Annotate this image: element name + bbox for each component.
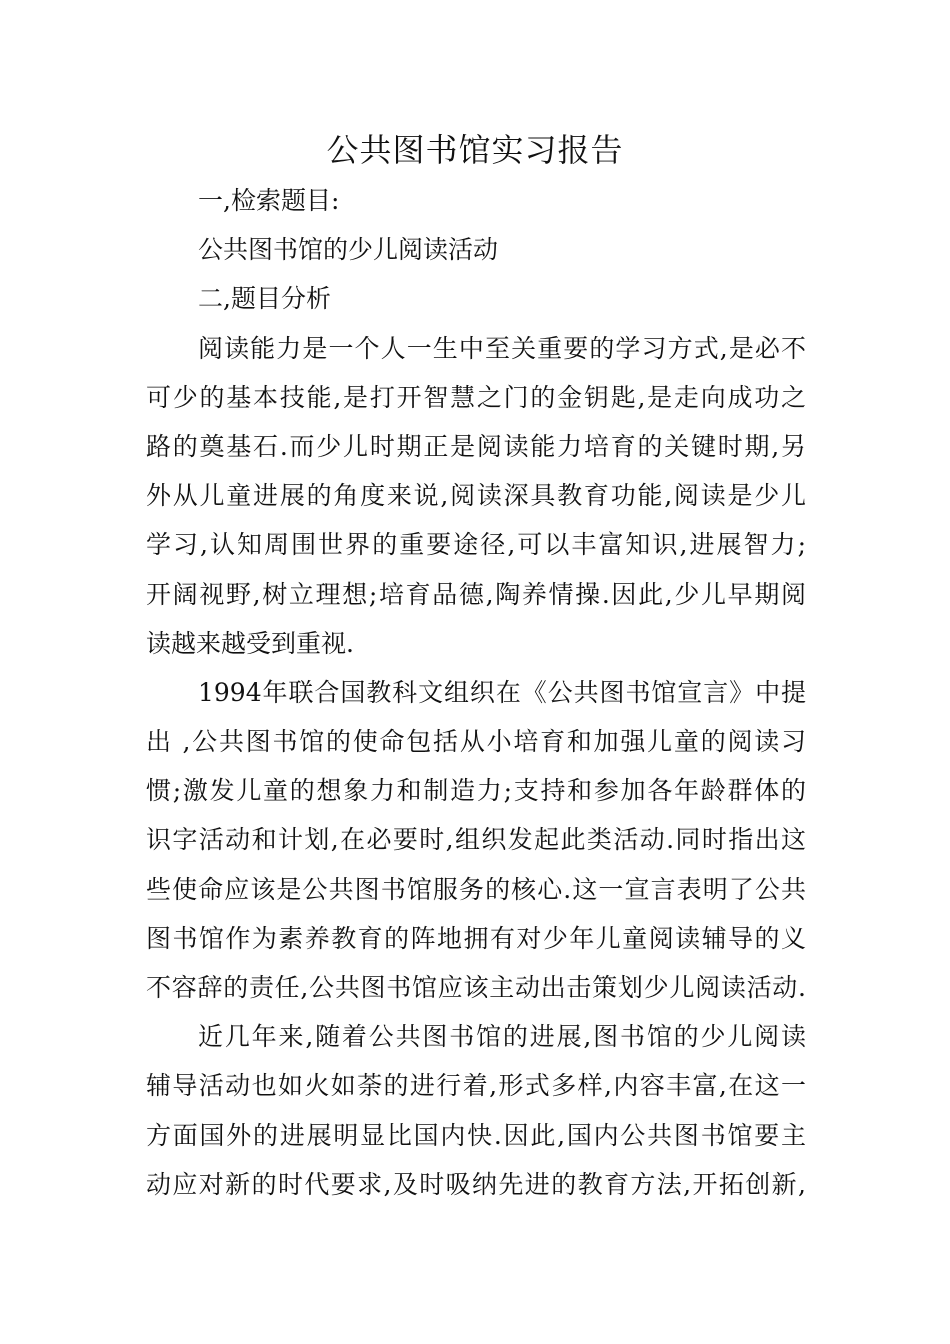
text-line: 动应对新的时代要求,及时吸纳先进的教育方法,开拓创新, — [146, 1169, 806, 1199]
document-title: 公共图书馆实习报告 — [326, 131, 624, 169]
text-line: 公共图书馆的少儿阅读活动 — [198, 235, 499, 265]
text-line: 开阔视野,树立理想;培育品德,陶养情操.因此,少儿早期阅 — [146, 579, 806, 609]
text-line: 二,题目分析 — [198, 284, 331, 314]
text-line: 近几年来,随着公共图书馆的进展,图书馆的少儿阅读 — [198, 1022, 806, 1052]
text-line: 阅读能力是一个人一生中至关重要的学习方式,是必不 — [198, 333, 806, 363]
text-line: 识字活动和计划,在必要时,组织发起此类活动.同时指出这 — [146, 825, 806, 855]
text-line: 方面国外的进展明显比国内快.因此,国内公共图书馆要主 — [146, 1120, 806, 1150]
text-line: 可少的基本技能,是打开智慧之门的金钥匙,是走向成功之 — [146, 382, 806, 412]
text-line: 外从儿童进展的角度来说,阅读深具教育功能,阅读是少儿 — [146, 481, 806, 511]
text-line: 路的奠基石.而少儿时期正是阅读能力培育的关键时期,另 — [146, 431, 806, 461]
text-line: 惯;激发儿童的想象力和制造力;支持和参加各年龄群体的 — [146, 776, 806, 806]
text-line: 些使命应该是公共图书馆服务的核心.这一宣言表明了公共 — [146, 874, 806, 904]
text-line: 出 ,公共图书馆的使命包括从小培育和加强儿童的阅读习 — [146, 727, 806, 757]
text-line: 不容辞的责任,公共图书馆应该主动出击策划少儿阅读活动. — [146, 973, 806, 1002]
text-line: 一,检索题目: — [198, 186, 340, 215]
text-line: 1994年联合国教科文组织在《公共图书馆宣言》中提 — [198, 677, 806, 707]
document-body — [146, 176, 806, 1209]
text-line: 读越来越受到重视. — [146, 628, 354, 658]
text-line: 图书馆作为素养教育的阵地拥有对少年儿童阅读辅导的义 — [146, 923, 806, 953]
text-line: 辅导活动也如火如荼的进行着,形式多样,内容丰富,在这一 — [146, 1071, 806, 1101]
text-line: 学习,认知周围世界的重要途径,可以丰富知识,进展智力; — [146, 530, 806, 560]
